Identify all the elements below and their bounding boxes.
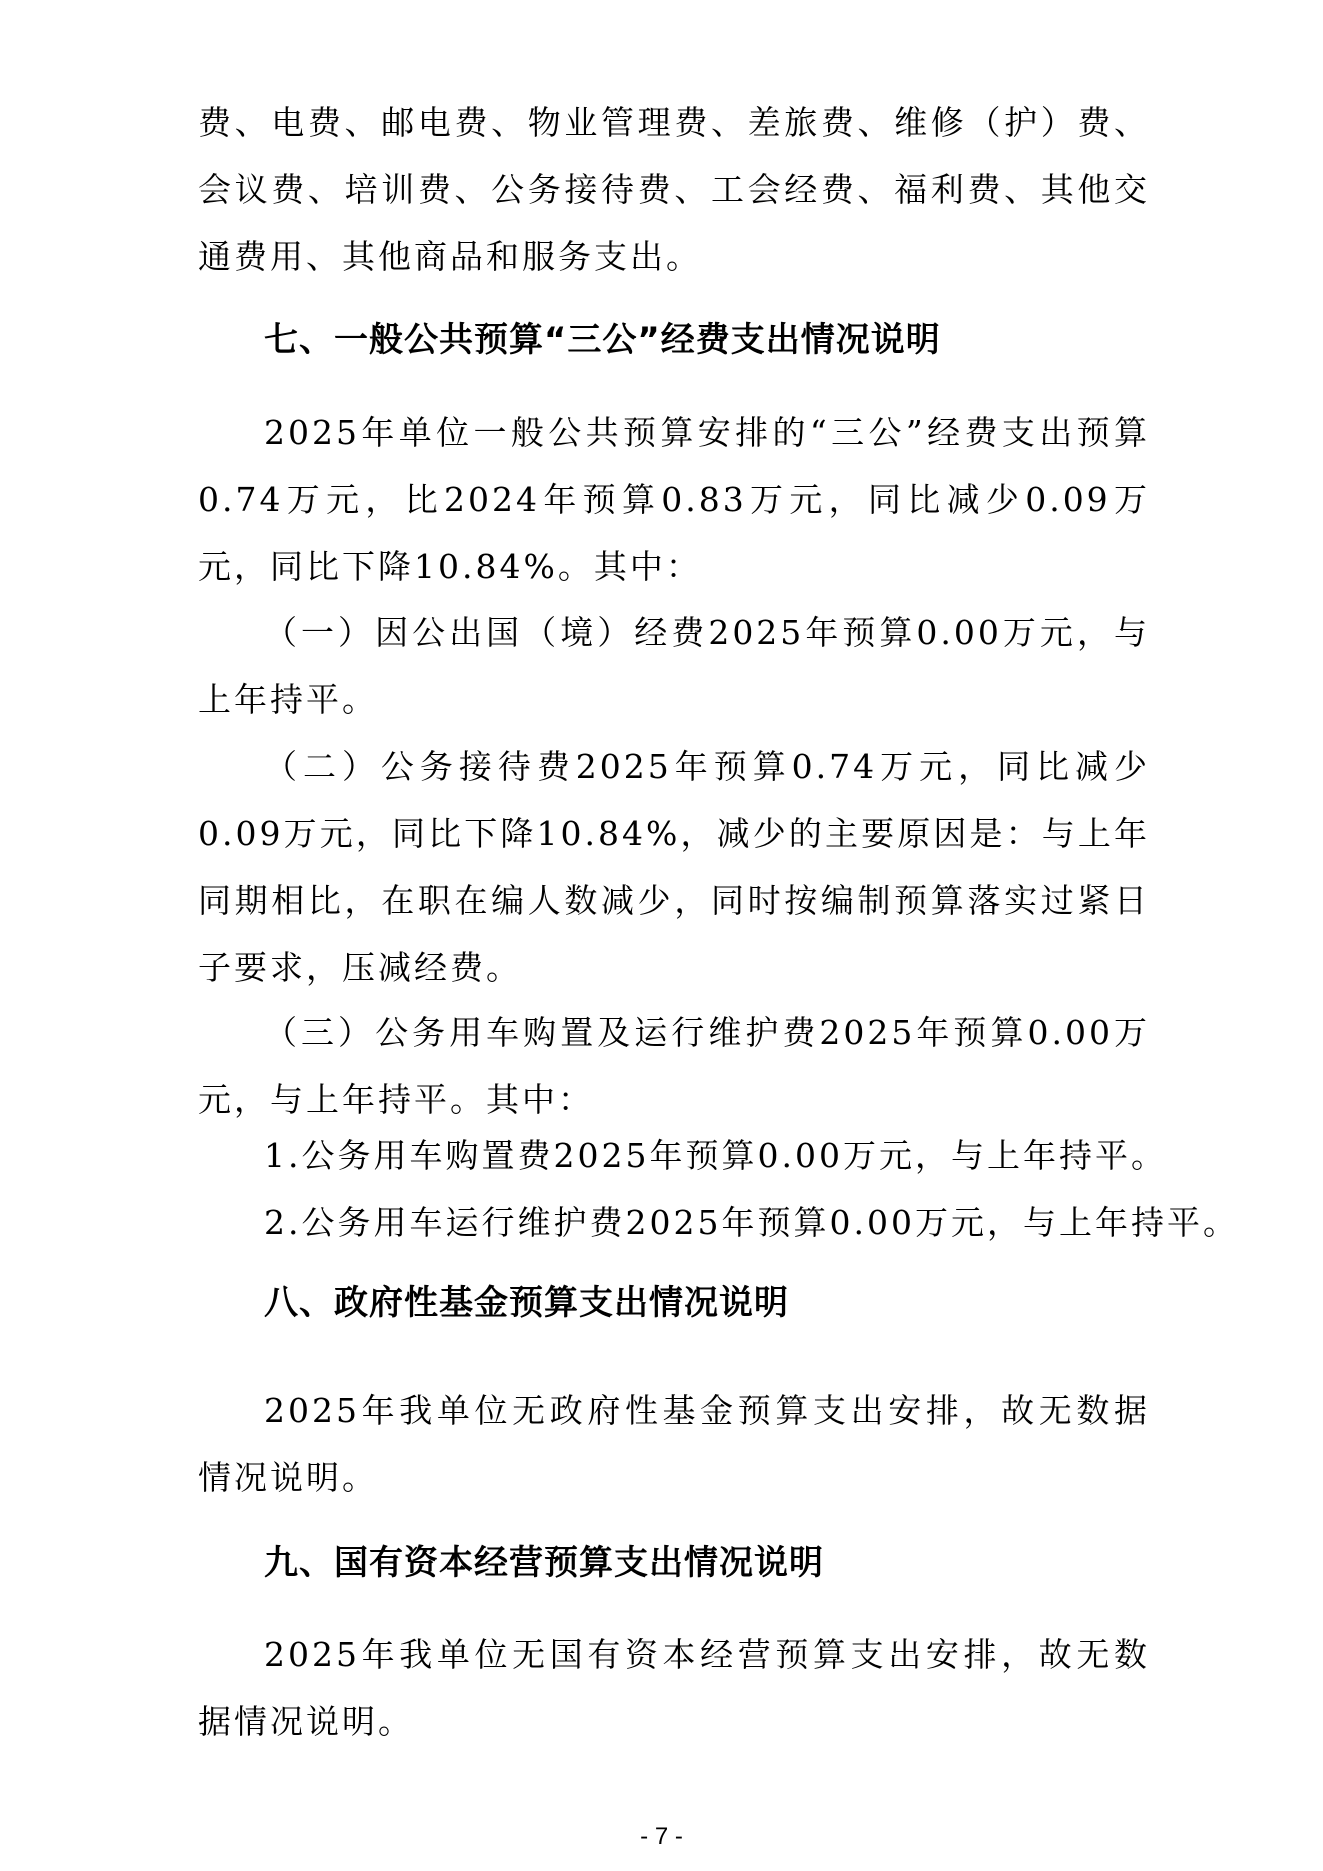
paragraph-vehicle-maintenance-expense: 2.公务用车运行维护费2025年预算0.00万元，与上年持平。 <box>264 1203 1239 1242</box>
paragraph-expense-list-continuation: 费、电费、邮电费、物业管理费、差旅费、维修（护）费、会议费、培训费、公务接待费、工会经费、福利费、其他交通费用、其他商品和服务支出。 <box>198 103 1150 276</box>
paragraph-state-capital-none: 2025年我单位无国有资本经营预算支出安排，故无数据情况说明。 <box>198 1635 1150 1741</box>
paragraph-three-public-overview: 2025年单位一般公共预算安排的“三公”经费支出预算0.74万元，比2024年预算0.83万元，同比减少0.09万元，同比下降10.84%。其中： <box>198 413 1150 586</box>
paragraph-official-vehicle-expense: （三）公务用车购置及运行维护费2025年预算0.00万元，与上年持平。其中： <box>198 1013 1150 1119</box>
heading-section-7-three-public-expenses: 七、一般公共预算“三公”经费支出情况说明 <box>264 320 941 360</box>
paragraph-government-fund-none: 2025年我单位无政府性基金预算支出安排，故无数据情况说明。 <box>198 1391 1150 1497</box>
heading-section-8-government-fund: 八、政府性基金预算支出情况说明 <box>264 1283 789 1323</box>
paragraph-overseas-travel-expense: （一）因公出国（境）经费2025年预算0.00万元，与上年持平。 <box>198 613 1150 719</box>
paragraph-vehicle-purchase-expense: 1.公务用车购置费2025年预算0.00万元，与上年持平。 <box>264 1136 1167 1175</box>
heading-section-9-state-capital: 九、国有资本经营预算支出情况说明 <box>264 1543 824 1583</box>
page-number: - 7 - <box>640 1823 683 1850</box>
paragraph-official-reception-expense: （二）公务接待费2025年预算0.74万元，同比减少0.09万元，同比下降10.84%，减少的主要原因是：与上年同期相比，在职在编人数减少，同时按编制预算落实过紧日子要求，压减经费。 <box>198 747 1150 987</box>
